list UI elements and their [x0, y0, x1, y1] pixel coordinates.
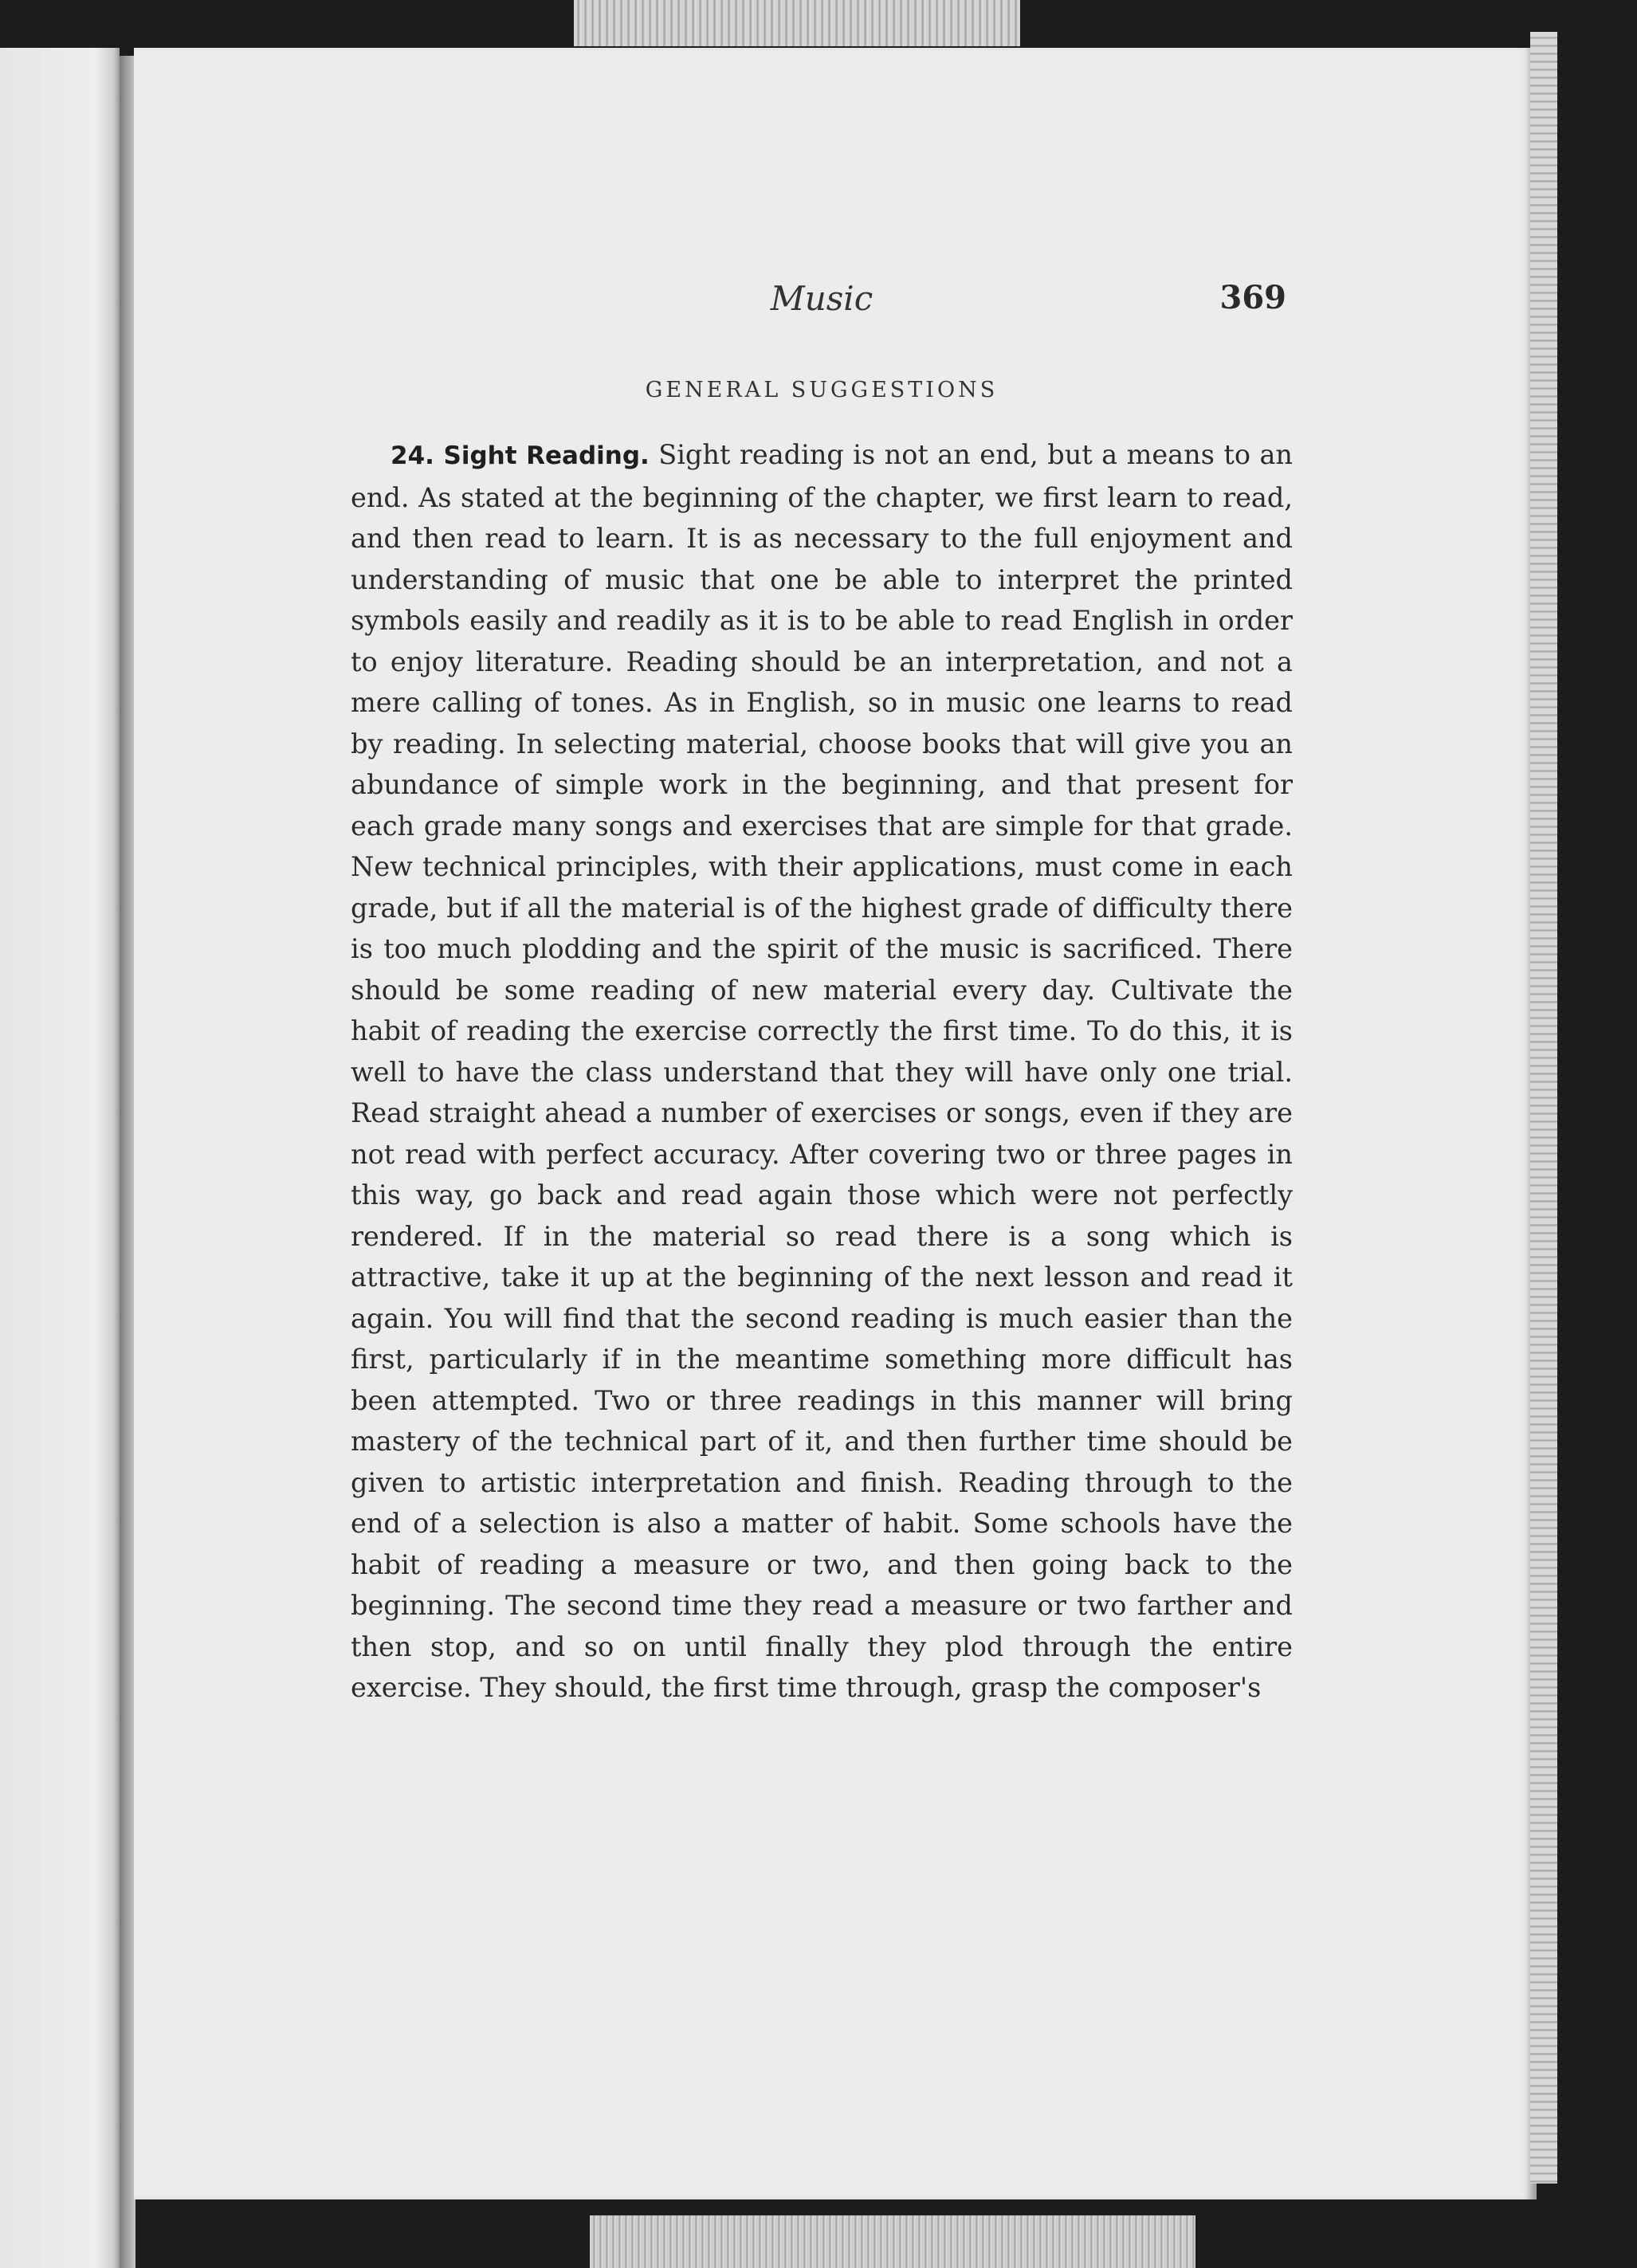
- page-text-block: [351, 279, 1293, 1709]
- running-head: [351, 279, 1293, 336]
- page-number: 369: [1219, 279, 1286, 316]
- book-gutter: [120, 56, 135, 2268]
- right-page-edge: [1530, 32, 1557, 2184]
- body-paragraph: [351, 434, 1293, 1709]
- paragraph-label: 24. Sight Reading.: [391, 441, 650, 470]
- paragraph-text: Sight reading is not an end, but a means to an end. As stated at the beginning of the chapter, we first learn to read, and then read to learn. It is as necessary to the full enjoyment and understanding of music that one be able to interpret the printed symbols easily and readily as it is to be able to read English in order to enjoy literature. Reading should be an interpretation, and not a mere calling of tones. As in English, so in music one learns to read by reading. In selecting material, choose books that will give you an abundance of simple work in the beginning, and that present for each grade many songs and exercises that are simple for that grade. New technical principles, with their applications, must come in each grade, but if all the material is of the highest grade of difficulty there is too much plodding and the spirit of the music is sacrificed. There should be some reading of new material every day. Cultivate the habit of reading the exercise correctly the first time. To do this, it is well to have the class understand that they will have only one trial. Read straight ahead a number of exercises or songs, even if they are not read with perfect accuracy. After covering two or three pages in this way, go back and read again those which were not perfectly rendered. If in the material so read there is a song which is attractive, take it up at the beginning of the next lesson and read it again. You will find that the second reading is much easier than the first, particularly if in the meantime something more difficult has been attempted. Two or three readings in this manner will bring mastery of the technical part of it, and then further time should be given to artistic interpretation and finish. Reading through to the end of a selection is also a matter of habit. Some schools have the habit of reading a measure or two, and then going back to the beginning. The second time they read a measure or two farther and then stop, and so on until finally they plod through the entire exercise. They should, the first time through, grasp the composer's: [351, 439, 1293, 1703]
- scan-bottom-fragment: [590, 2215, 1195, 2268]
- section-heading: GENERAL SUGGESTIONS: [645, 378, 999, 402]
- left-page-edge: [0, 48, 120, 2268]
- running-head-title: Music: [770, 279, 873, 318]
- scan-top-fragment: [574, 0, 1020, 46]
